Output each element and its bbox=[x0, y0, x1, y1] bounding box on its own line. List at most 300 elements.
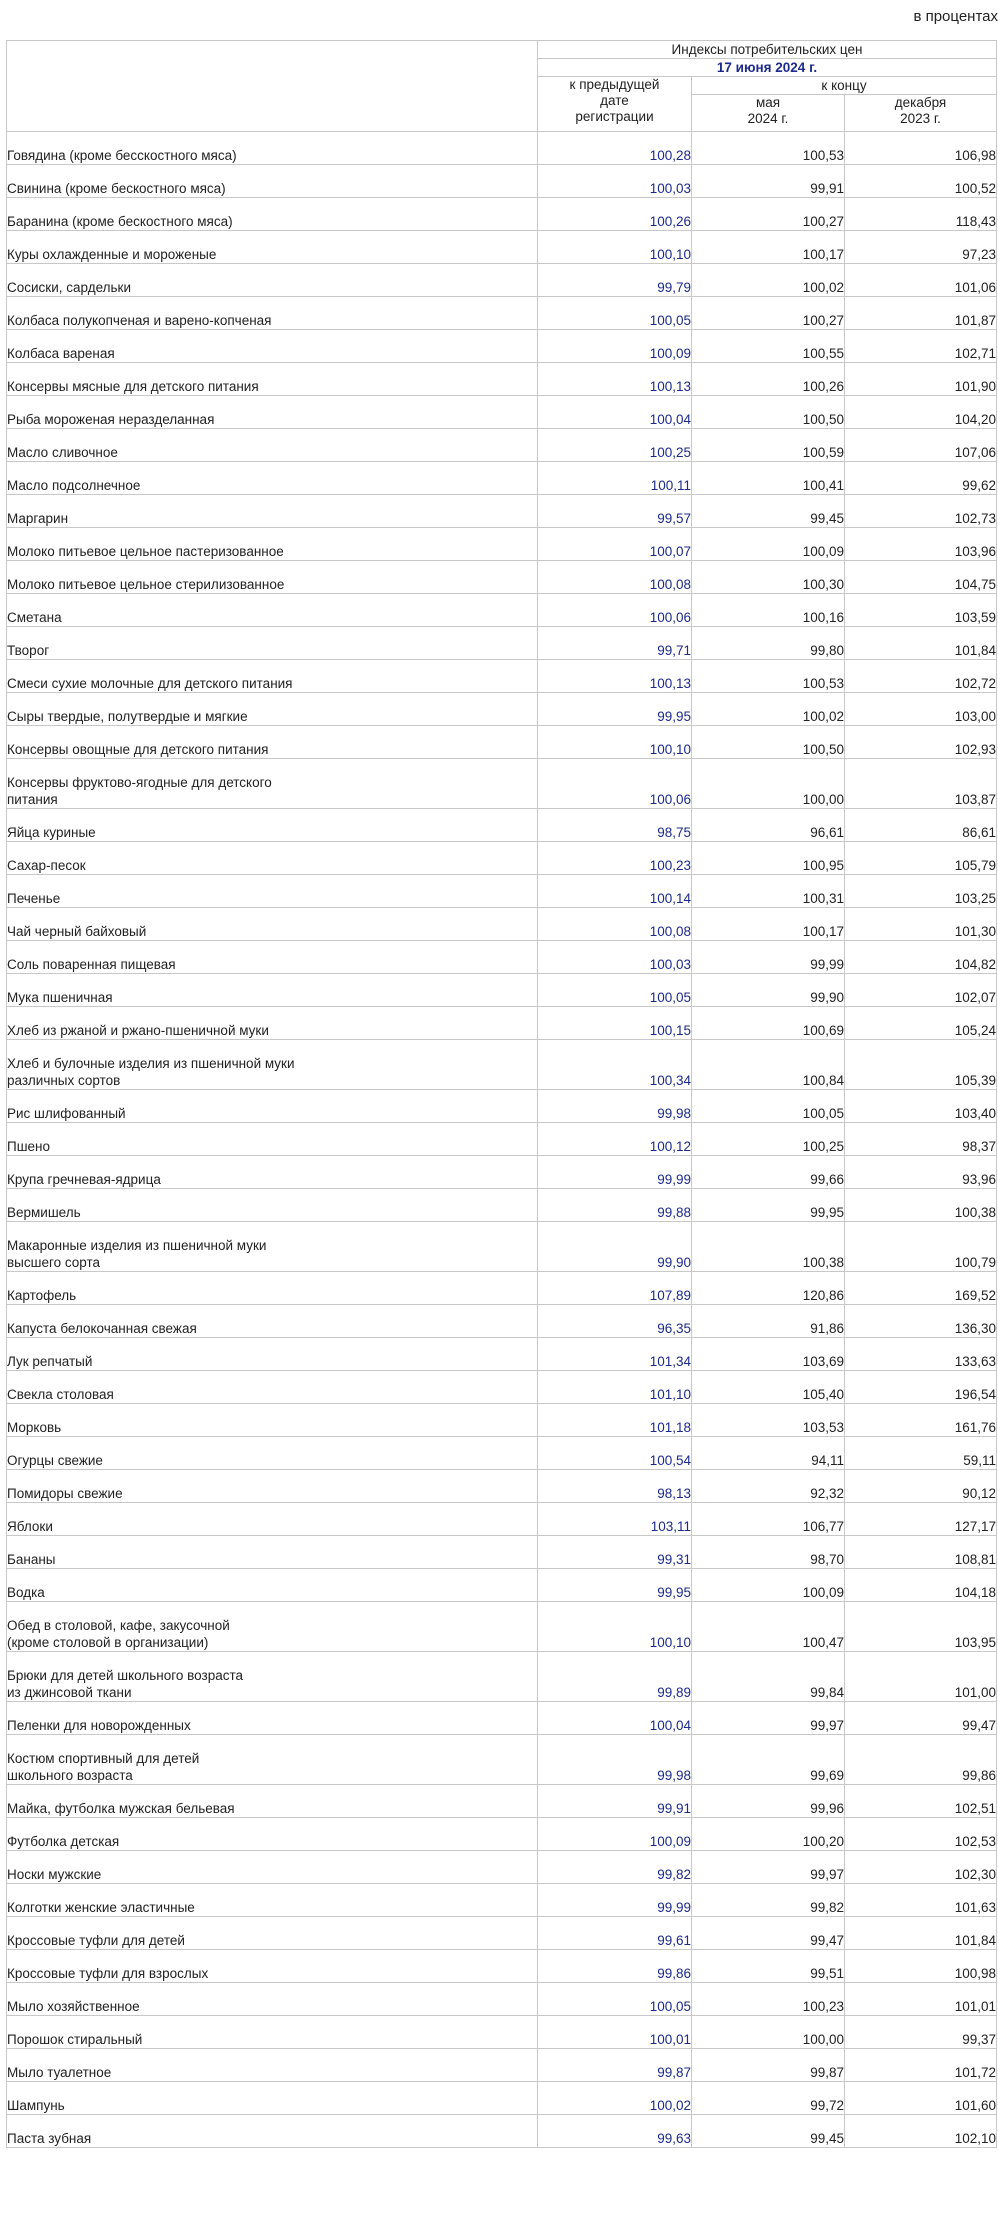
value-dec: 86,61 bbox=[845, 809, 997, 842]
value-prev: 100,05 bbox=[538, 974, 692, 1007]
item-name bbox=[7, 396, 538, 429]
value-may: 99,72 bbox=[692, 2082, 845, 2115]
value-prev: 100,10 bbox=[538, 231, 692, 264]
value-dec: 101,00 bbox=[845, 1652, 997, 1702]
value-dec: 102,73 bbox=[845, 495, 997, 528]
item-name bbox=[7, 974, 538, 1007]
item-name bbox=[7, 1090, 538, 1123]
value-dec: 102,07 bbox=[845, 974, 997, 1007]
item-name-line: Масло сливочное bbox=[7, 445, 118, 460]
item-name-line: различных сортов bbox=[7, 1073, 121, 1088]
item-name bbox=[7, 429, 538, 462]
value-dec: 106,98 bbox=[845, 132, 997, 165]
item-name-line: Мыло туалетное bbox=[7, 2065, 112, 2080]
item-name bbox=[7, 842, 538, 875]
value-dec: 105,39 bbox=[845, 1040, 997, 1090]
value-prev: 100,08 bbox=[538, 908, 692, 941]
value-dec: 104,20 bbox=[845, 396, 997, 429]
value-dec: 101,30 bbox=[845, 908, 997, 941]
table-row bbox=[7, 660, 997, 693]
item-name-line: (кроме столовой в организации) bbox=[7, 1635, 209, 1650]
value-dec: 118,43 bbox=[845, 198, 997, 231]
value-dec: 136,30 bbox=[845, 1305, 997, 1338]
item-name bbox=[7, 495, 538, 528]
table-row bbox=[7, 842, 997, 875]
item-name bbox=[7, 1602, 538, 1652]
header-col-may-line: 2024 г. bbox=[747, 111, 789, 126]
value-prev: 99,95 bbox=[538, 693, 692, 726]
item-name-line: Макаронные изделия из пшеничной муки bbox=[7, 1238, 267, 1253]
value-prev: 99,61 bbox=[538, 1917, 692, 1950]
header-col-dec-line: 2023 г. bbox=[900, 111, 941, 126]
value-may: 106,77 bbox=[692, 1503, 845, 1536]
value-prev: 99,87 bbox=[538, 2049, 692, 2082]
item-name bbox=[7, 2016, 538, 2049]
header-title: Индексы потребительских цен bbox=[538, 41, 997, 59]
table-row bbox=[7, 1818, 997, 1851]
value-prev: 100,03 bbox=[538, 165, 692, 198]
item-name-line: Масло подсолнечное bbox=[7, 478, 141, 493]
table-row bbox=[7, 1371, 997, 1404]
value-may: 99,45 bbox=[692, 2115, 845, 2148]
value-dec: 101,60 bbox=[845, 2082, 997, 2115]
value-prev: 101,10 bbox=[538, 1371, 692, 1404]
table-row bbox=[7, 1156, 997, 1189]
value-may: 99,91 bbox=[692, 165, 845, 198]
table-row bbox=[7, 1652, 997, 1702]
value-may: 100,27 bbox=[692, 198, 845, 231]
value-may: 100,50 bbox=[692, 726, 845, 759]
value-dec: 102,71 bbox=[845, 330, 997, 363]
value-dec: 161,76 bbox=[845, 1404, 997, 1437]
item-name bbox=[7, 809, 538, 842]
table-body bbox=[7, 132, 997, 2148]
table-row bbox=[7, 495, 997, 528]
item-name bbox=[7, 1536, 538, 1569]
item-name-line: Свинина (кроме бескостного мяса) bbox=[7, 181, 226, 196]
item-name-line: Футболка детская bbox=[7, 1834, 120, 1849]
value-dec: 196,54 bbox=[845, 1371, 997, 1404]
value-dec: 103,59 bbox=[845, 594, 997, 627]
value-may: 100,00 bbox=[692, 2016, 845, 2049]
value-prev: 99,98 bbox=[538, 1090, 692, 1123]
table-row bbox=[7, 875, 997, 908]
value-may: 92,32 bbox=[692, 1470, 845, 1503]
value-may: 120,86 bbox=[692, 1272, 845, 1305]
value-dec: 93,96 bbox=[845, 1156, 997, 1189]
value-dec: 100,98 bbox=[845, 1950, 997, 1983]
value-prev: 100,13 bbox=[538, 660, 692, 693]
value-dec: 98,37 bbox=[845, 1123, 997, 1156]
item-name-line: высшего сорта bbox=[7, 1255, 101, 1270]
item-name bbox=[7, 693, 538, 726]
value-dec: 103,00 bbox=[845, 693, 997, 726]
header-corner bbox=[7, 41, 538, 132]
item-name-line: Баранина (кроме бескостного мяса) bbox=[7, 214, 233, 229]
table-row bbox=[7, 1338, 997, 1371]
value-prev: 101,18 bbox=[538, 1404, 692, 1437]
value-prev: 100,01 bbox=[538, 2016, 692, 2049]
value-prev: 99,95 bbox=[538, 1569, 692, 1602]
item-name-line: Крупа гречневая-ядрица bbox=[7, 1172, 161, 1187]
value-prev: 100,10 bbox=[538, 1602, 692, 1652]
header-col-dec-line: декабря bbox=[894, 95, 947, 110]
item-name bbox=[7, 1404, 538, 1437]
value-dec: 103,40 bbox=[845, 1090, 997, 1123]
item-name bbox=[7, 165, 538, 198]
value-may: 99,95 bbox=[692, 1189, 845, 1222]
value-dec: 101,63 bbox=[845, 1884, 997, 1917]
value-prev: 100,09 bbox=[538, 330, 692, 363]
value-prev: 100,23 bbox=[538, 842, 692, 875]
item-name bbox=[7, 1983, 538, 2016]
item-name-line: школьного возраста bbox=[7, 1768, 133, 1783]
item-name-line: Смеси сухие молочные для детского питания bbox=[7, 676, 293, 691]
value-prev: 100,34 bbox=[538, 1040, 692, 1090]
item-name bbox=[7, 1702, 538, 1735]
value-prev: 99,63 bbox=[538, 2115, 692, 2148]
value-dec: 97,23 bbox=[845, 231, 997, 264]
value-dec: 99,86 bbox=[845, 1735, 997, 1785]
table-row bbox=[7, 462, 997, 495]
value-prev: 100,54 bbox=[538, 1437, 692, 1470]
item-name-line: Куры охлажденные и мороженые bbox=[7, 247, 217, 262]
value-dec: 103,87 bbox=[845, 759, 997, 809]
item-name bbox=[7, 908, 538, 941]
value-prev: 100,06 bbox=[538, 759, 692, 809]
value-may: 91,86 bbox=[692, 1305, 845, 1338]
table-row bbox=[7, 809, 997, 842]
value-may: 100,31 bbox=[692, 875, 845, 908]
value-prev: 100,10 bbox=[538, 726, 692, 759]
table-row bbox=[7, 941, 997, 974]
value-dec: 169,52 bbox=[845, 1272, 997, 1305]
value-may: 100,27 bbox=[692, 297, 845, 330]
value-prev: 103,11 bbox=[538, 1503, 692, 1536]
table-row bbox=[7, 1785, 997, 1818]
item-name bbox=[7, 941, 538, 974]
item-name-line: Рис шлифованный bbox=[7, 1106, 126, 1121]
item-name-line: Колготки женские эластичные bbox=[7, 1900, 195, 1915]
table-row bbox=[7, 198, 997, 231]
value-dec: 104,18 bbox=[845, 1569, 997, 1602]
item-name bbox=[7, 1503, 538, 1536]
value-may: 99,82 bbox=[692, 1884, 845, 1917]
table-row bbox=[7, 627, 997, 660]
item-name-line: Лук репчатый bbox=[7, 1354, 93, 1369]
cpi-table bbox=[6, 40, 997, 2148]
value-prev: 100,02 bbox=[538, 2082, 692, 2115]
item-name bbox=[7, 1272, 538, 1305]
table-row bbox=[7, 1272, 997, 1305]
value-may: 100,05 bbox=[692, 1090, 845, 1123]
item-name-line: Молоко питьевое цельное стерилизованное bbox=[7, 577, 285, 592]
value-may: 100,16 bbox=[692, 594, 845, 627]
value-may: 103,53 bbox=[692, 1404, 845, 1437]
value-dec: 104,82 bbox=[845, 941, 997, 974]
value-may: 100,55 bbox=[692, 330, 845, 363]
value-may: 99,97 bbox=[692, 1851, 845, 1884]
item-name bbox=[7, 561, 538, 594]
value-may: 99,96 bbox=[692, 1785, 845, 1818]
value-may: 96,61 bbox=[692, 809, 845, 842]
table-row bbox=[7, 1536, 997, 1569]
value-prev: 100,14 bbox=[538, 875, 692, 908]
table-row bbox=[7, 1851, 997, 1884]
value-dec: 100,79 bbox=[845, 1222, 997, 1272]
table-row bbox=[7, 2049, 997, 2082]
item-name bbox=[7, 231, 538, 264]
header-col-may-line: мая bbox=[755, 95, 781, 110]
table-row bbox=[7, 1470, 997, 1503]
value-dec: 133,63 bbox=[845, 1338, 997, 1371]
value-dec: 99,47 bbox=[845, 1702, 997, 1735]
value-may: 99,99 bbox=[692, 941, 845, 974]
item-name bbox=[7, 1371, 538, 1404]
table-row bbox=[7, 1602, 997, 1652]
item-name-line: Майка, футболка мужская бельевая bbox=[7, 1801, 235, 1816]
value-prev: 100,05 bbox=[538, 297, 692, 330]
item-name-line: Сметана bbox=[7, 610, 62, 625]
value-prev: 100,26 bbox=[538, 198, 692, 231]
item-name-line: Хлеб из ржаной и ржано-пшеничной муки bbox=[7, 1023, 269, 1038]
value-dec: 101,87 bbox=[845, 297, 997, 330]
value-may: 100,30 bbox=[692, 561, 845, 594]
item-name bbox=[7, 1189, 538, 1222]
item-name-line: Мыло хозяйственное bbox=[7, 1999, 140, 2014]
table-row bbox=[7, 528, 997, 561]
table-header bbox=[7, 41, 997, 132]
value-prev: 100,11 bbox=[538, 462, 692, 495]
value-dec: 102,53 bbox=[845, 1818, 997, 1851]
value-prev: 99,88 bbox=[538, 1189, 692, 1222]
item-name-line: Маргарин bbox=[7, 511, 69, 526]
item-name-line: Брюки для детей школьного возраста bbox=[7, 1668, 244, 1683]
item-name bbox=[7, 1652, 538, 1702]
header-col-dec bbox=[845, 95, 997, 132]
table-row bbox=[7, 1222, 997, 1272]
unit-note: в процентах bbox=[913, 8, 998, 25]
item-name bbox=[7, 726, 538, 759]
value-may: 99,90 bbox=[692, 974, 845, 1007]
value-may: 100,38 bbox=[692, 1222, 845, 1272]
item-name bbox=[7, 1437, 538, 1470]
item-name-line: Печенье bbox=[7, 891, 61, 906]
item-name-line: Консервы фруктово-ягодные для детского bbox=[7, 775, 272, 790]
item-name-line: Водка bbox=[7, 1585, 45, 1600]
item-name bbox=[7, 1470, 538, 1503]
value-dec: 108,81 bbox=[845, 1536, 997, 1569]
value-dec: 99,37 bbox=[845, 2016, 997, 2049]
value-dec: 101,84 bbox=[845, 627, 997, 660]
header-col-end: к концу bbox=[692, 77, 997, 95]
value-may: 100,09 bbox=[692, 528, 845, 561]
item-name-line: Творог bbox=[7, 643, 50, 658]
header-col-may bbox=[692, 95, 845, 132]
table-row bbox=[7, 231, 997, 264]
value-may: 100,47 bbox=[692, 1602, 845, 1652]
table-row bbox=[7, 1503, 997, 1536]
item-name bbox=[7, 660, 538, 693]
item-name-line: Вермишель bbox=[7, 1205, 81, 1220]
table-row bbox=[7, 1983, 997, 2016]
value-may: 100,20 bbox=[692, 1818, 845, 1851]
value-may: 100,26 bbox=[692, 363, 845, 396]
item-name-line: Пшено bbox=[7, 1139, 51, 1154]
value-prev: 98,13 bbox=[538, 1470, 692, 1503]
value-prev: 100,13 bbox=[538, 363, 692, 396]
item-name bbox=[7, 132, 538, 165]
value-dec: 100,38 bbox=[845, 1189, 997, 1222]
value-may: 99,69 bbox=[692, 1735, 845, 1785]
value-prev: 100,06 bbox=[538, 594, 692, 627]
value-may: 99,47 bbox=[692, 1917, 845, 1950]
item-name bbox=[7, 1305, 538, 1338]
item-name bbox=[7, 297, 538, 330]
table-row bbox=[7, 1123, 997, 1156]
table-row bbox=[7, 1040, 997, 1090]
item-name-line: Кроссовые туфли для детей bbox=[7, 1933, 185, 1948]
item-name bbox=[7, 1884, 538, 1917]
table-row bbox=[7, 1735, 997, 1785]
header-date: 17 июня 2024 г. bbox=[538, 59, 997, 77]
item-name bbox=[7, 1917, 538, 1950]
value-may: 100,25 bbox=[692, 1123, 845, 1156]
item-name-line: Яйца куриные bbox=[7, 825, 96, 840]
item-name-line: Кроссовые туфли для взрослых bbox=[7, 1966, 209, 1981]
value-dec: 59,11 bbox=[845, 1437, 997, 1470]
value-prev: 100,15 bbox=[538, 1007, 692, 1040]
value-may: 100,02 bbox=[692, 693, 845, 726]
value-may: 103,69 bbox=[692, 1338, 845, 1371]
item-name-line: Пеленки для новорожденных bbox=[7, 1718, 191, 1733]
item-name bbox=[7, 1785, 538, 1818]
item-name bbox=[7, 1735, 538, 1785]
value-may: 100,00 bbox=[692, 759, 845, 809]
value-dec: 104,75 bbox=[845, 561, 997, 594]
table-row bbox=[7, 1950, 997, 1983]
item-name-line: Бананы bbox=[7, 1552, 56, 1567]
value-dec: 103,25 bbox=[845, 875, 997, 908]
table-row bbox=[7, 974, 997, 1007]
value-dec: 90,12 bbox=[845, 1470, 997, 1503]
value-prev: 99,57 bbox=[538, 495, 692, 528]
value-dec: 127,17 bbox=[845, 1503, 997, 1536]
header-col-prev-line: к предыдущей bbox=[569, 77, 660, 92]
value-prev: 99,79 bbox=[538, 264, 692, 297]
item-name-line: Консервы овощные для детского питания bbox=[7, 742, 269, 757]
value-may: 100,23 bbox=[692, 1983, 845, 2016]
value-prev: 99,91 bbox=[538, 1785, 692, 1818]
item-name-line: Костюм спортивный для детей bbox=[7, 1751, 200, 1766]
item-name bbox=[7, 1851, 538, 1884]
item-name bbox=[7, 1950, 538, 1983]
item-name bbox=[7, 1222, 538, 1272]
value-dec: 101,06 bbox=[845, 264, 997, 297]
item-name bbox=[7, 2049, 538, 2082]
item-name bbox=[7, 1007, 538, 1040]
table-row bbox=[7, 264, 997, 297]
item-name bbox=[7, 1156, 538, 1189]
value-may: 100,69 bbox=[692, 1007, 845, 1040]
table-row bbox=[7, 1189, 997, 1222]
item-name-line: Порошок стиральный bbox=[7, 2032, 143, 2047]
header-col-prev-line: дате bbox=[600, 93, 629, 108]
item-name bbox=[7, 759, 538, 809]
item-name-line: питания bbox=[7, 792, 58, 807]
value-dec: 102,10 bbox=[845, 2115, 997, 2148]
header-col-prev-line: регистрации bbox=[575, 109, 654, 124]
table-row bbox=[7, 297, 997, 330]
table-row bbox=[7, 1437, 997, 1470]
item-name-line: Яблоки bbox=[7, 1519, 53, 1534]
value-prev: 99,31 bbox=[538, 1536, 692, 1569]
item-name bbox=[7, 528, 538, 561]
value-dec: 102,93 bbox=[845, 726, 997, 759]
item-name bbox=[7, 1569, 538, 1602]
value-dec: 102,51 bbox=[845, 1785, 997, 1818]
value-dec: 101,90 bbox=[845, 363, 997, 396]
item-name-line: Свекла столовая bbox=[7, 1387, 114, 1402]
table-row bbox=[7, 1090, 997, 1123]
table-row bbox=[7, 1917, 997, 1950]
table-row bbox=[7, 561, 997, 594]
value-prev: 99,86 bbox=[538, 1950, 692, 1983]
item-name-line: Носки мужские bbox=[7, 1867, 102, 1882]
item-name-line: Колбаса полукопченая и варено-копченая bbox=[7, 313, 272, 328]
table-row bbox=[7, 396, 997, 429]
value-may: 99,80 bbox=[692, 627, 845, 660]
item-name-line: Помидоры свежие bbox=[7, 1486, 123, 1501]
value-prev: 99,99 bbox=[538, 1884, 692, 1917]
value-prev: 99,71 bbox=[538, 627, 692, 660]
item-name-line: Молоко питьевое цельное пастеризованное bbox=[7, 544, 284, 559]
value-dec: 101,84 bbox=[845, 1917, 997, 1950]
value-may: 98,70 bbox=[692, 1536, 845, 1569]
value-prev: 99,98 bbox=[538, 1735, 692, 1785]
table-row bbox=[7, 165, 997, 198]
item-name-line: Шампунь bbox=[7, 2098, 65, 2113]
item-name-line: Паста зубная bbox=[7, 2131, 92, 2146]
table-row bbox=[7, 759, 997, 809]
item-name-line: Мука пшеничная bbox=[7, 990, 113, 1005]
table-row bbox=[7, 1007, 997, 1040]
value-dec: 99,62 bbox=[845, 462, 997, 495]
item-name bbox=[7, 2082, 538, 2115]
value-may: 100,17 bbox=[692, 908, 845, 941]
value-prev: 100,25 bbox=[538, 429, 692, 462]
value-prev: 96,35 bbox=[538, 1305, 692, 1338]
value-prev: 99,99 bbox=[538, 1156, 692, 1189]
value-may: 100,59 bbox=[692, 429, 845, 462]
item-name-line: Рыба мороженая неразделанная bbox=[7, 412, 215, 427]
value-may: 94,11 bbox=[692, 1437, 845, 1470]
table-row bbox=[7, 2016, 997, 2049]
table-row bbox=[7, 1569, 997, 1602]
item-name-line: Морковь bbox=[7, 1420, 62, 1435]
value-may: 100,09 bbox=[692, 1569, 845, 1602]
item-name-line: Консервы мясные для детского питания bbox=[7, 379, 259, 394]
item-name bbox=[7, 1123, 538, 1156]
value-may: 100,84 bbox=[692, 1040, 845, 1090]
table-row bbox=[7, 330, 997, 363]
item-name-line: Колбаса вареная bbox=[7, 346, 115, 361]
value-may: 100,02 bbox=[692, 264, 845, 297]
value-prev: 99,89 bbox=[538, 1652, 692, 1702]
value-may: 99,66 bbox=[692, 1156, 845, 1189]
item-name bbox=[7, 264, 538, 297]
table-row bbox=[7, 693, 997, 726]
